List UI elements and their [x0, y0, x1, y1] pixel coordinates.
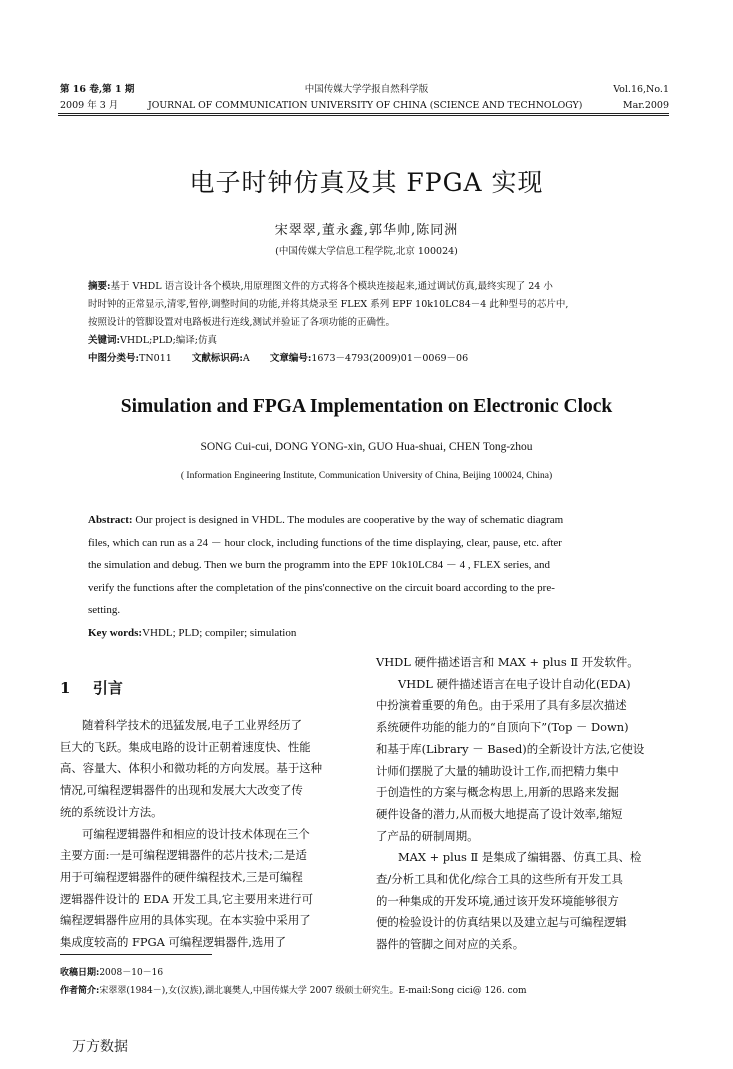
right-col-line: 硬件设备的潜力,从而极大地提高了设计效率,缩短 [376, 806, 623, 821]
watermark-text: 万方数据 [72, 1039, 128, 1055]
header-rule [58, 113, 669, 114]
abstract-cn-label: 摘要: [88, 281, 111, 292]
left-col-line: 可编程逻辑器件和相应的设计技术体现在三个 [82, 826, 310, 841]
abstract-cn-line-2: 时时钟的正常显示,清零,暂停,调整时间的功能,并将其烧录至 FLEX 系列 EPF 10k10LC84－4 此种型号的芯片中, [88, 299, 569, 310]
header-date-en: Mar.2009 [622, 100, 669, 111]
left-col-line: 情况,可编程逻辑器件的出现和发展大大改变了传 [60, 783, 303, 798]
paper-title-cn: 电子时钟仿真及其 FPGA 实现 [189, 168, 544, 197]
right-col-line: MAX + plus Ⅱ 是集成了编辑器、仿真工具、检 [398, 850, 642, 865]
right-col-line: 于创造性的方案与概念构思上,用新的思路来发掘 [376, 785, 619, 800]
left-col-line: 主要方面:一是可编程逻辑器件的芯片技术;二是适 [60, 848, 307, 863]
abstract-en-line-4: verify the functions after the completation of the pins'connective on the circuit board according to the pre- [88, 581, 555, 594]
right-col-line: 的一种集成的开发环境,通过该开发环境能够很方 [376, 893, 619, 908]
affiliation-en: ( Information Engineering Institute, Communication University of China, Beijing 100024, China) [180, 471, 553, 481]
keywords-en-label: Key words: [88, 626, 143, 639]
doc-value: A [242, 353, 250, 364]
left-col-line: 逻辑器件设计的 EDA 开发工具,它主要用来进行可 [60, 891, 313, 906]
abstract-cn-line-3: 按照设计的管脚设置对电路板进行连线,测试并验证了各项功能的正确性。 [88, 317, 396, 328]
right-col-line: VHDL 硬件描述语言和 MAX + plus Ⅱ 开发软件。 [376, 655, 639, 669]
class-value: TN011 [139, 353, 172, 364]
class-label: 中图分类号: [88, 353, 140, 364]
right-col-line: 便的检验设计的仿真结果以及建立起与可编程逻辑 [376, 915, 627, 930]
left-col-line: 巨大的飞跃。集成电路的设计正朝着速度快、性能 [60, 739, 311, 754]
right-col-line: 系统硬件功能的能力的“自顶向下”(Top － Down) [376, 720, 629, 735]
footnote-rule [60, 954, 212, 955]
authors-en: SONG Cui-cui, DONG YONG-xin, GUO Hua-shuai, CHEN Tong-zhou [200, 441, 533, 453]
left-column [60, 715, 350, 954]
right-col-line: 中扮演着重要的角色。由于采用了具有多层次描述 [376, 698, 627, 713]
article-label: 文章编号: [269, 353, 312, 364]
right-col-line: 了产品的研制周期。 [376, 828, 479, 843]
right-col-line: 和基于库(Library － Based)的全新设计方法,它使设 [376, 741, 645, 756]
article-value: 1673－4793(2009)01－0069－06 [311, 353, 469, 364]
authors-cn: 宋翠翠,董永鑫,郭华帅,陈同洲 [274, 223, 459, 238]
right-column [376, 652, 672, 956]
abstract-en-label: Abstract: [88, 514, 133, 526]
abstract-en-line-1: Abstract: Our project is designed in VHDL. The modules are cooperative by the way of schematic diagram [88, 514, 564, 526]
header-date-cn: 2009 年 3 月 [60, 100, 119, 111]
section-title: 引言 [92, 679, 123, 697]
footnotes [60, 964, 527, 1000]
received-date: 收稿日期:2008－10－16 [60, 968, 164, 978]
keywords-cn: 关键词:VHDL;PLD;编译;仿真 [88, 335, 218, 346]
author-label: 作者简介: [60, 986, 100, 996]
paper-title-en: Simulation and FPGA Implementation on Electronic Clock [120, 396, 613, 417]
abstract-en-line-2: files, which can run as a 24 － hour clock, including functions of the time displaying, clear, pause, etc. after [88, 536, 562, 549]
header-volume-cn: 第 16 卷,第 1 期 [60, 84, 135, 95]
keywords-en: Key words:VHDL; PLD; compiler; simulation [88, 626, 297, 639]
abstract-en [88, 509, 644, 644]
header-journal-en: JOURNAL OF COMMUNICATION UNIVERSITY OF CHINA (SCIENCE AND TECHNOLOGY) [148, 100, 583, 111]
abstract-en-line-3: the simulation and debug. Then we burn the programm into the EPF 10k10LC84 － 4 , FLEX series, and [88, 559, 551, 571]
header-journal-cn: 中国传媒大学学报自然科学版 [304, 84, 429, 95]
left-col-line: 高、容量大、体积小和微功耗的方向发展。基于这种 [60, 761, 322, 776]
author-bio: 作者简介:宋翠翠(1984－),女(汉族),湖北襄樊人,中国传媒大学 2007 级硕士研究生。E-mail:Song cici@ 126. com [60, 986, 527, 996]
header-volume-en: Vol.16,No.1 [613, 84, 669, 95]
section-heading [60, 677, 123, 698]
left-col-line: 编程逻辑器件应用的具体实现。在本实验中采用了 [60, 913, 311, 928]
right-col-line: 器件的管脚之间对应的关系。 [376, 937, 525, 952]
right-col-line: 计师们摆脱了大量的辅助设计工作,而把精力集中 [376, 763, 619, 778]
left-col-line: 随着科学技术的迅猛发展,电子工业界经历了 [82, 718, 303, 732]
left-col-line: 统的系统设计方法。 [60, 804, 163, 819]
left-col-line: 集成度较高的 FPGA 可编程逻辑器件,选用了 [60, 935, 287, 950]
classification-line [88, 350, 650, 368]
abstract-cn [88, 278, 650, 368]
abstract-cn-line-1: 摘要:基于 VHDL 语言设计各个模块,用原理图文件的方式将各个模块连接起来,通过调试仿真,最终实现了 24 小 [88, 281, 553, 292]
doc-label: 文献标识码: [191, 353, 243, 364]
right-col-line: VHDL 硬件描述语言在电子设计自动化(EDA) [398, 676, 631, 691]
keywords-cn-label: 关键词: [88, 335, 121, 346]
abstract-en-line-5: setting. [88, 604, 121, 616]
right-col-line: 查/分析工具和优化/综合工具的这些所有开发工具 [376, 872, 623, 887]
section-number: 1 [60, 679, 71, 697]
left-col-line: 用于可编程逻辑器件的硬件编程技术,三是可编程 [60, 869, 303, 884]
received-label: 收稿日期: [60, 968, 100, 978]
affiliation-cn: (中国传媒大学信息工程学院,北京 100024) [275, 246, 458, 257]
header-rule-secondary [58, 115, 669, 116]
